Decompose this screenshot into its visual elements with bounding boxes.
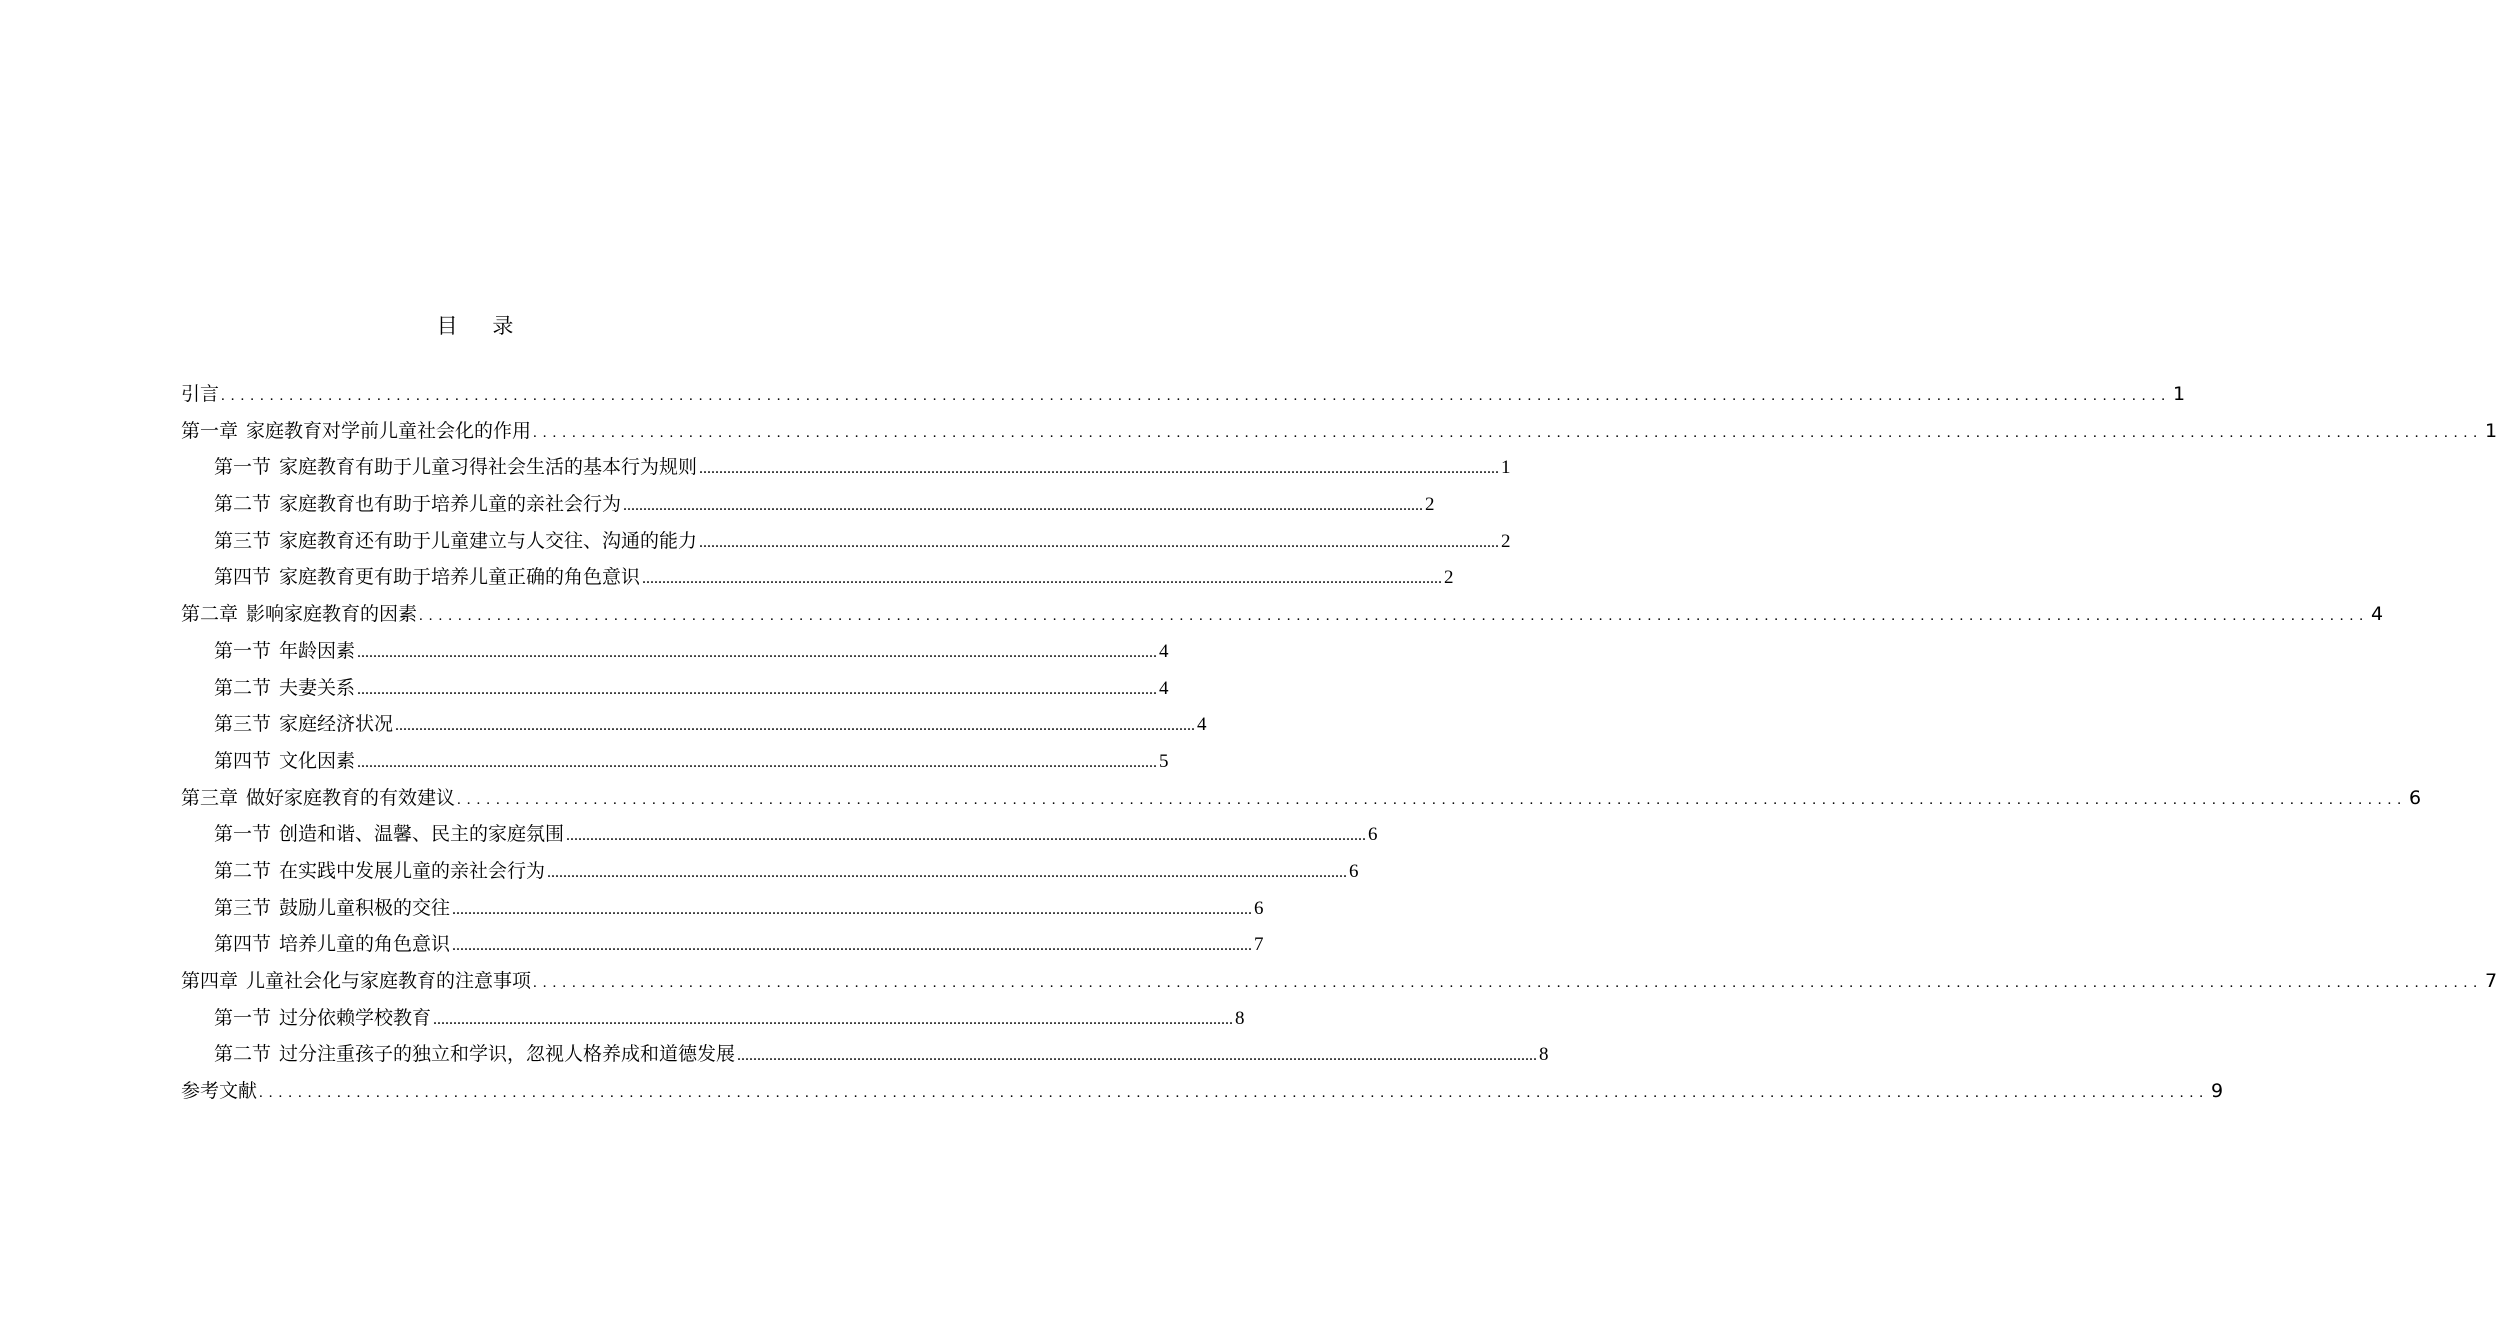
toc-page-number: 8 bbox=[1539, 1044, 1549, 1066]
toc-page-number: 2 bbox=[1444, 567, 1454, 589]
toc-entry-number: 第三节 bbox=[214, 896, 272, 919]
toc-dot-leader: ........................................................................................................................................................................................................ bbox=[395, 717, 1196, 735]
toc-entry-label bbox=[214, 890, 450, 927]
toc-page-number: 9 bbox=[2211, 1080, 2224, 1103]
toc-dot-leader: ........................................................................................................................................................................................................ bbox=[357, 753, 1158, 771]
toc-page-number: 2 bbox=[1501, 530, 1511, 552]
toc-section-entry[interactable] bbox=[181, 523, 1511, 560]
toc-dot-leader: ........................................................................................................................................................................................................ bbox=[357, 643, 1158, 661]
toc-entry-number: 参考文献 bbox=[181, 1080, 258, 1103]
toc-entry-title: 鼓励儿童积极的交往 bbox=[279, 896, 451, 919]
toc-dot-leader: ........................................................................................................................................................................................................ bbox=[566, 827, 1367, 845]
toc-entry-title: 家庭教育也有助于培养儿童的亲社会行为 bbox=[279, 493, 622, 516]
toc-dot-leader: ........................................................................................................................................................................................................ bbox=[357, 680, 1158, 698]
toc-entry-number: 第一节 bbox=[214, 456, 272, 479]
toc-dot-leader: ........................................................................................................................................................................................................ bbox=[737, 1047, 1538, 1065]
toc-section-entry[interactable] bbox=[181, 816, 1378, 853]
toc-dot-leader: ........................................................................................................................................................................................................ bbox=[547, 863, 1348, 881]
toc-chapter-entry[interactable] bbox=[181, 1073, 2224, 1110]
toc-page-number: 8 bbox=[1235, 1007, 1245, 1029]
toc-entry-title: 儿童社会化与家庭教育的注意事项 bbox=[246, 970, 532, 992]
toc-chapter-entry[interactable] bbox=[181, 780, 2422, 817]
toc-section-entry[interactable] bbox=[181, 853, 1359, 890]
toc-entry-title: 家庭教育对学前儿童社会化的作用 bbox=[246, 419, 532, 442]
toc-entry-label bbox=[181, 413, 531, 450]
toc-dot-leader: ........................................................................................................................................................................................................ bbox=[419, 608, 2370, 625]
toc-entry-label bbox=[214, 853, 545, 890]
toc-entry-number: 第三章 bbox=[181, 786, 239, 809]
toc-entry-number: 第二节 bbox=[214, 676, 272, 699]
toc-chapter-entry[interactable] bbox=[181, 413, 2497, 450]
toc-entry-label bbox=[181, 963, 531, 1000]
toc-entry-title: 创造和谐、温馨、民主的家庭氛围 bbox=[279, 823, 565, 846]
toc-dot-leader: ........................................................................................................................................................................................................ bbox=[457, 791, 2408, 808]
toc-entry-title: 家庭教育还有助于儿童建立与人交往、沟通的能力 bbox=[279, 529, 698, 552]
toc-dot-leader: ........................................................................................................................................................................................................ bbox=[433, 1010, 1234, 1028]
toc-entry-number: 第二节 bbox=[214, 859, 272, 882]
toc-section-entry[interactable] bbox=[181, 486, 1435, 523]
toc-page-number: 4 bbox=[2371, 603, 2384, 626]
toc-entry-label bbox=[181, 596, 417, 633]
toc-section-entry[interactable] bbox=[181, 449, 1511, 486]
toc-entry-number: 引言 bbox=[181, 383, 220, 405]
toc-entry-title: 在实践中发展儿童的亲社会行为 bbox=[279, 859, 546, 882]
toc-entry-label bbox=[214, 633, 355, 670]
toc-chapter-entry[interactable] bbox=[181, 963, 2497, 1000]
toc-section-entry[interactable] bbox=[181, 926, 1264, 963]
toc-dot-leader: ........................................................................................................................................................................................................ bbox=[533, 424, 2484, 441]
toc-entry-title: 家庭教育更有助于培养儿童正确的角色意识 bbox=[279, 566, 641, 589]
toc-dot-leader: ........................................................................................................................................................................................................ bbox=[533, 975, 2484, 991]
toc-section-entry[interactable] bbox=[181, 670, 1169, 707]
toc-entry-label bbox=[214, 523, 697, 560]
toc-entry-number: 第四节 bbox=[214, 566, 272, 589]
toc-entry-label bbox=[214, 449, 697, 486]
toc-entry-title: 过分注重孩子的独立和学识，忽视人格养成和道德发展 bbox=[279, 1043, 736, 1066]
toc-section-entry[interactable] bbox=[181, 706, 1207, 743]
toc-entry-number: 第一节 bbox=[214, 639, 272, 662]
toc-entry-title: 家庭教育有助于儿童习得社会生活的基本行为规则 bbox=[279, 456, 698, 479]
toc-page-number: 5 bbox=[1159, 750, 1169, 772]
toc-page-number: 1 bbox=[2485, 419, 2497, 442]
toc-chapter-entry[interactable] bbox=[181, 376, 2186, 413]
toc-entry-label bbox=[214, 486, 621, 523]
toc-page-number: 6 bbox=[1254, 897, 1264, 919]
toc-page-number: 1 bbox=[2173, 383, 2186, 405]
toc-entry-label bbox=[181, 376, 219, 413]
toc-entry-title: 家庭经济状况 bbox=[279, 713, 394, 736]
toc-entry-title: 过分依赖学校教育 bbox=[279, 1006, 432, 1029]
toc-entry-label bbox=[214, 1036, 735, 1073]
toc-page-number: 4 bbox=[1197, 714, 1207, 736]
toc-section-entry[interactable] bbox=[181, 559, 1454, 596]
toc-entry-title: 年龄因素 bbox=[279, 639, 356, 662]
toc-page-number: 6 bbox=[1368, 824, 1378, 846]
toc-entry-number: 第三节 bbox=[214, 713, 272, 736]
toc-entry-number: 第一节 bbox=[214, 823, 272, 846]
toc-entry-number: 第二节 bbox=[214, 1043, 272, 1066]
toc-entry-number: 第一节 bbox=[214, 1006, 272, 1029]
toc-dot-leader: ........................................................................................................................................................................................................ bbox=[623, 497, 1424, 515]
toc-page-number: 6 bbox=[1349, 860, 1359, 882]
toc-dot-leader: ........................................................................................................................................................................................................ bbox=[452, 937, 1253, 955]
toc-entry-label bbox=[214, 559, 640, 596]
toc-page-number: 7 bbox=[2485, 970, 2497, 992]
toc-page-number: 2 bbox=[1425, 494, 1435, 516]
toc-dot-leader: ........................................................................................................................................................................................................ bbox=[452, 900, 1253, 918]
toc-chapter-entry[interactable] bbox=[181, 596, 2384, 633]
toc-entry-title: 影响家庭教育的因素 bbox=[246, 603, 418, 626]
toc-entry-label bbox=[181, 1073, 257, 1110]
toc-entry-label bbox=[214, 926, 450, 963]
toc-section-entry[interactable] bbox=[181, 743, 1169, 780]
toc-entry-number: 第四节 bbox=[214, 933, 272, 956]
toc-entry-label bbox=[214, 706, 393, 743]
toc-page-number: 4 bbox=[1159, 677, 1169, 699]
table-of-contents bbox=[181, 376, 2497, 1110]
toc-entry-number: 第一章 bbox=[181, 419, 239, 442]
toc-section-entry[interactable] bbox=[181, 1036, 1549, 1073]
toc-entry-label bbox=[214, 743, 355, 780]
toc-page-number: 4 bbox=[1159, 640, 1169, 662]
toc-entry-title: 做好家庭教育的有效建议 bbox=[246, 786, 456, 809]
toc-entry-number: 第四章 bbox=[181, 970, 239, 992]
toc-entry-label bbox=[214, 670, 355, 707]
toc-dot-leader: ........................................................................................................................................................................................................ bbox=[642, 570, 1443, 588]
toc-page-number: 7 bbox=[1254, 934, 1264, 956]
toc-page-number: 1 bbox=[1501, 457, 1511, 479]
toc-entry-number: 第四节 bbox=[214, 749, 272, 772]
toc-section-entry[interactable] bbox=[181, 1000, 1245, 1037]
toc-page-number: 6 bbox=[2409, 786, 2422, 809]
toc-entry-label bbox=[181, 780, 455, 817]
toc-dot-leader: ........................................................................................................................................................................................................ bbox=[699, 460, 1500, 478]
toc-dot-leader: ........................................................................................................................................................................................................ bbox=[221, 388, 2172, 404]
toc-dot-leader: ........................................................................................................................................................................................................ bbox=[699, 533, 1500, 551]
toc-entry-title: 培养儿童的角色意识 bbox=[279, 933, 451, 956]
toc-title: 目 录 bbox=[436, 314, 528, 338]
toc-entry-title: 夫妻关系 bbox=[279, 676, 356, 699]
toc-entry-number: 第三节 bbox=[214, 529, 272, 552]
toc-entry-number: 第二节 bbox=[214, 493, 272, 516]
toc-entry-title: 文化因素 bbox=[279, 749, 356, 772]
toc-entry-label bbox=[214, 816, 564, 853]
toc-section-entry[interactable] bbox=[181, 633, 1169, 670]
toc-entry-number: 第二章 bbox=[181, 603, 239, 626]
toc-section-entry[interactable] bbox=[181, 890, 1264, 927]
toc-entry-label bbox=[214, 1000, 431, 1037]
toc-dot-leader: ........................................................................................................................................................................................................ bbox=[259, 1085, 2210, 1102]
